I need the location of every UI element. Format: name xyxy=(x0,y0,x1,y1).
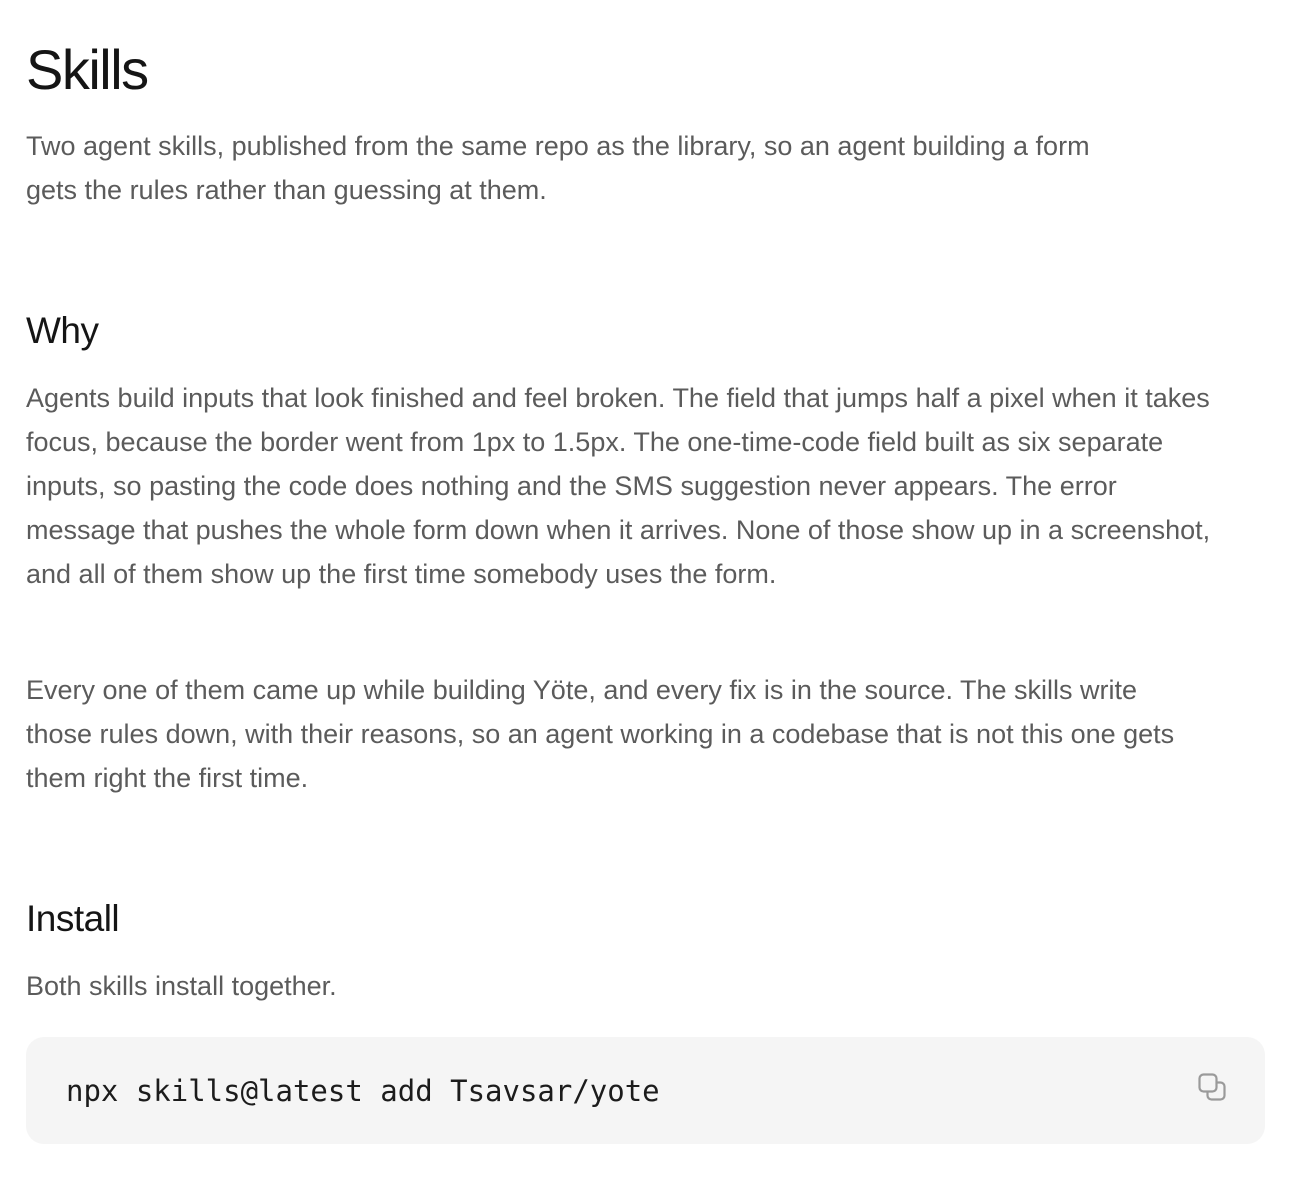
why-paragraph: Agents build inputs that look finished and feel broken. The field that jumps half a pixel when it takes focus, because the border went from 1px to 1.5px. The one-time-code field built as six separate inputs, so pasting the code does nothing and the SMS suggestion never appears. The error message that pushes the whole form down when it arrives. None of those show up in a screenshot, and all of them show up the first time somebody uses the form. xyxy=(26,383,1211,589)
install-command[interactable]: npx skills@latest add Tsavsar/yote xyxy=(66,1074,660,1108)
page-title: Skills xyxy=(26,38,148,101)
copy-icon xyxy=(1197,1072,1227,1102)
intro-text: Two agent skills, published from the same repo as the library, so an agent building a form gets the rules rather than guessing at them. xyxy=(26,131,1090,205)
install-description: Both skills install together. xyxy=(26,971,337,1001)
install-code-block xyxy=(26,1037,1265,1144)
why-heading: Why xyxy=(26,310,99,351)
install-heading: Install xyxy=(26,898,120,939)
copy-button[interactable] xyxy=(1195,1070,1229,1104)
why-paragraph: Every one of them came up while building Yöte, and every fix is in the source. The skills write those rules down, with their reasons, so an agent working in a codebase that is not this one gets them right the first time. xyxy=(26,675,1175,793)
